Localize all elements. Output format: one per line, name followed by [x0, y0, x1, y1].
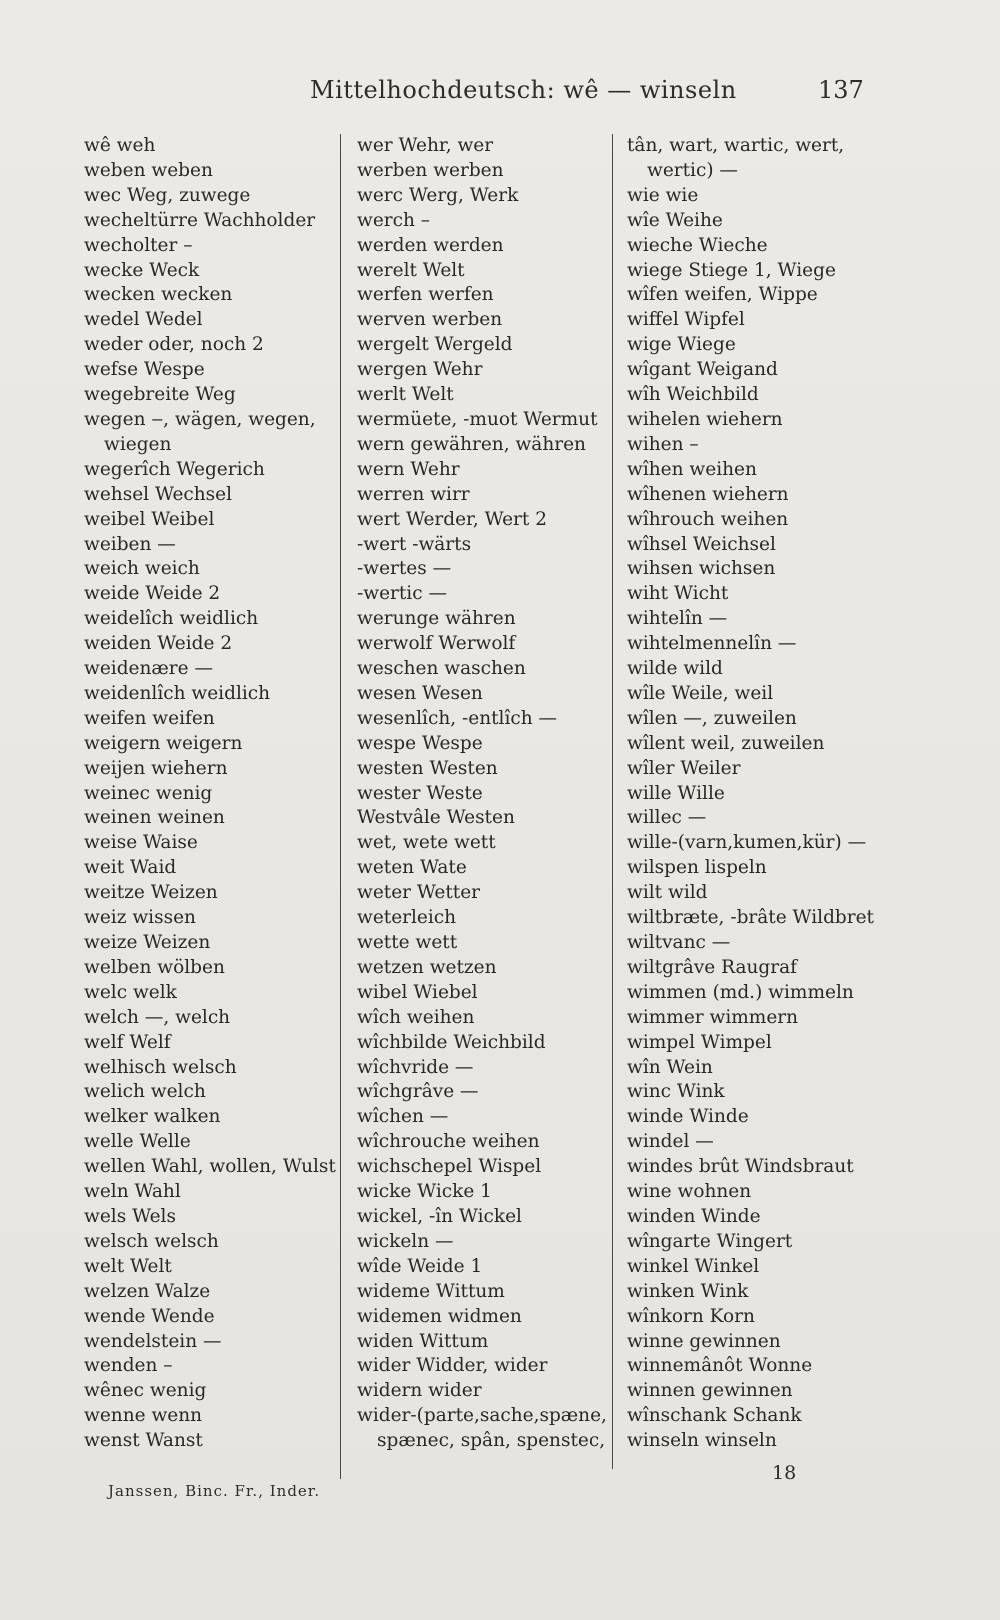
dictionary-entry: weide Weide 2	[84, 583, 221, 605]
dictionary-entry: winken Wink	[627, 1280, 749, 1302]
dictionary-entry: werden werden	[357, 234, 504, 256]
dictionary-entry: welf Welf	[84, 1031, 171, 1053]
dictionary-entry: weinec wenig	[84, 782, 213, 804]
entry-column-1	[84, 134, 334, 1454]
dictionary-entry: weiz wissen	[84, 907, 196, 929]
dictionary-entry: weiben —	[84, 533, 176, 555]
dictionary-entry: weidenære —	[84, 658, 213, 680]
dictionary-entry: wihelen wiehern	[627, 408, 783, 430]
dictionary-entry: winc Wink	[627, 1081, 725, 1103]
dictionary-entry: wec Weg, zuwege	[84, 184, 251, 206]
dictionary-entry: werwolf Werwolf	[357, 633, 516, 655]
dictionary-entry: wîhsel Weichsel	[627, 533, 776, 555]
dictionary-entry: welzen Walze	[84, 1280, 211, 1302]
dictionary-entry: wellen Wahl, wollen, Wulst	[84, 1156, 336, 1178]
page-header	[0, 76, 1000, 110]
dictionary-entry: welc welk	[84, 981, 177, 1003]
dictionary-entry: welker walken	[84, 1106, 221, 1128]
dictionary-entry: wider-(parte,sache,spæne,	[357, 1405, 607, 1427]
dictionary-entry: wiege Stiege 1, Wiege	[627, 259, 836, 281]
dictionary-entry: wenst Wanst	[84, 1430, 203, 1452]
dictionary-entry: wickel, -în Wickel	[357, 1205, 522, 1227]
column-divider-2	[612, 134, 613, 1469]
dictionary-entry: wern gewähren, währen	[357, 433, 586, 455]
dictionary-entry: -wertes —	[357, 558, 452, 580]
dictionary-entry: weder oder, noch 2	[84, 334, 264, 356]
dictionary-entry: wîhen weihen	[627, 458, 757, 480]
dictionary-entry: wibel Wiebel	[357, 981, 478, 1003]
dictionary-entry: windel —	[627, 1131, 714, 1153]
dictionary-entry: wîle Weile, weil	[627, 682, 774, 704]
dictionary-entry: wîlen —, zuweilen	[627, 707, 797, 729]
dictionary-entry: wige Wiege	[627, 334, 736, 356]
dictionary-entry: weinen weinen	[84, 807, 225, 829]
dictionary-entry: welich welch	[84, 1081, 206, 1103]
running-title: Mittelhochdeutsch: wê — winseln	[310, 76, 737, 104]
dictionary-entry: wer Wehr, wer	[357, 135, 494, 156]
dictionary-entry: -wertic —	[357, 583, 447, 605]
dictionary-entry: wînkorn Korn	[627, 1305, 755, 1327]
dictionary-entry: weiden Weide 2	[84, 633, 233, 655]
dictionary-entry: wickeln —	[357, 1230, 454, 1252]
dictionary-entry: wihen –	[627, 433, 699, 455]
dictionary-entry: winseln winseln	[627, 1430, 777, 1452]
dictionary-entry: weise Waise	[84, 832, 198, 854]
dictionary-entry: wecheltürre Wachholder	[84, 209, 316, 231]
dictionary-entry: wesenlîch, -entlîch —	[357, 707, 558, 729]
dictionary-entry: wihsen wichsen	[627, 558, 776, 580]
dictionary-entry: tân, wart, wartic, wert,	[627, 135, 845, 156]
dictionary-entry: wîde Weide 1	[357, 1255, 483, 1277]
column-divider-1	[340, 134, 341, 1479]
dictionary-entry: wefse Wespe	[84, 359, 205, 381]
dictionary-entry: weigern weigern	[84, 732, 243, 754]
entry-column-3	[627, 134, 874, 1454]
dictionary-entry: westen Westen	[357, 757, 498, 779]
dictionary-entry: weibel Weibel	[84, 508, 215, 530]
dictionary-entry: weschen waschen	[357, 658, 526, 680]
dictionary-entry: wênec wenig	[84, 1380, 207, 1402]
dictionary-entry: wihtelmennelîn —	[627, 633, 797, 655]
dictionary-entry: wider Widder, wider	[357, 1355, 548, 1377]
dictionary-entry: wiht Wicht	[627, 583, 729, 605]
dictionary-entry: weich weich	[84, 558, 200, 580]
dictionary-entry: wiffel Wipfel	[627, 309, 745, 331]
dictionary-entry: wie wie	[627, 184, 699, 206]
dictionary-entry: weterleich	[357, 907, 457, 929]
dictionary-entry: wedel Wedel	[84, 309, 203, 331]
dictionary-entry: wicke Wicke 1	[357, 1181, 492, 1203]
dictionary-entry: widen Wittum	[357, 1330, 489, 1352]
dictionary-entry: wîfen weifen, Wippe	[627, 284, 818, 306]
dictionary-entry: wîchen —	[357, 1106, 449, 1128]
dictionary-entry: weter Wetter	[357, 882, 481, 904]
dictionary-entry: weten Wate	[357, 857, 467, 879]
dictionary-entry: wimpel Wimpel	[627, 1031, 772, 1053]
dictionary-entry: wiltgrâve Raugraf	[627, 956, 797, 978]
dictionary-entry: wîhenen wiehern	[627, 483, 789, 505]
dictionary-entry: wîngarte Wingert	[627, 1230, 793, 1252]
dictionary-entry: wîchgrâve —	[357, 1081, 479, 1103]
dictionary-entry: wegen ‒, wägen, wegen,	[84, 408, 316, 430]
dictionary-entry: wîchbilde Weichbild	[357, 1031, 546, 1053]
dictionary-entry: werc Werg, Werk	[357, 184, 519, 206]
dictionary-entry: wesen Wesen	[357, 682, 483, 704]
dictionary-entry: werben werben	[357, 159, 504, 181]
dictionary-entry: wilde wild	[627, 658, 723, 680]
dictionary-entry: wine wohnen	[627, 1181, 752, 1203]
dictionary-entry: wermüete, -muot Wermut	[357, 408, 598, 430]
dictionary-entry: wert Werder, Wert 2	[357, 508, 547, 530]
dictionary-entry: wê weh	[84, 135, 156, 156]
dictionary-entry: wenne wenn	[84, 1405, 203, 1427]
dictionary-entry: werlt Welt	[357, 384, 454, 406]
dictionary-entry: wideme Wittum	[357, 1280, 505, 1302]
dictionary-entry: weize Weizen	[84, 932, 211, 953]
dictionary-entry: spænec, spân, spenstec,	[377, 1430, 606, 1452]
dictionary-entry: windes brût Windsbraut	[627, 1156, 854, 1178]
dictionary-entry: wîler Weiler	[627, 757, 741, 779]
dictionary-entry: wergen Wehr	[357, 359, 483, 381]
dictionary-entry: wîe Weihe	[627, 209, 723, 231]
dictionary-entry: weidelîch weidlich	[84, 608, 259, 630]
dictionary-entry: wende Wende	[84, 1305, 215, 1327]
dictionary-entry: wilt wild	[627, 882, 708, 904]
entry-column-2	[357, 134, 619, 1454]
dictionary-entry: wet, wete wett	[357, 832, 496, 854]
dictionary-entry: wîn Wein	[627, 1056, 713, 1078]
dictionary-entry: -wert -wärts	[357, 533, 472, 555]
dictionary-entry: welsch welsch	[84, 1230, 219, 1252]
page-number: 137	[818, 76, 864, 104]
dictionary-entry: wîhrouch weihen	[627, 508, 789, 530]
dictionary-entry: wecken wecken	[84, 284, 233, 306]
dictionary-entry: werunge währen	[357, 608, 516, 630]
dictionary-entry: winde Winde	[627, 1106, 749, 1128]
dictionary-entry: wîh Weichbild	[627, 384, 759, 406]
printer-imprint: Janssen, Binc. Fr., Inder.	[108, 1482, 321, 1500]
dictionary-entry: weidenlîch weidlich	[84, 682, 271, 704]
dictionary-entry: wichschepel Wispel	[357, 1156, 542, 1178]
dictionary-entry: welt Welt	[84, 1255, 172, 1277]
dictionary-entry: werfen werfen	[357, 284, 494, 306]
dictionary-entry: wetzen wetzen	[357, 956, 497, 978]
dictionary-entry: wimmer wimmern	[627, 1006, 799, 1028]
dictionary-entry: wegebreite Weg	[84, 384, 236, 406]
dictionary-entry: wîgant Weigand	[627, 359, 778, 381]
dictionary-entry: wester Weste	[357, 782, 483, 804]
dictionary-entry: willec —	[627, 807, 707, 829]
dictionary-entry: wespe Wespe	[357, 732, 483, 754]
dictionary-entry: welhisch welsch	[84, 1056, 237, 1078]
dictionary-entry: wels Wels	[84, 1205, 176, 1227]
dictionary-entry: wihtelîn —	[627, 608, 728, 630]
dictionary-entry: wîchrouche weihen	[357, 1131, 540, 1153]
dictionary-entry: werch –	[357, 209, 431, 231]
dictionary-entry: wiegen	[104, 433, 172, 455]
dictionary-entry: widemen widmen	[357, 1305, 522, 1327]
dictionary-entry: wîch weihen	[357, 1006, 475, 1028]
dictionary-entry: winden Winde	[627, 1205, 761, 1227]
dictionary-entry: werren wirr	[357, 483, 470, 505]
dictionary-entry: weben weben	[84, 159, 213, 181]
dictionary-entry: wecke Weck	[84, 259, 200, 281]
dictionary-entry: wille Wille	[627, 782, 725, 804]
dictionary-entry: wimmen (md.) wimmeln	[627, 981, 854, 1003]
dictionary-entry: winne gewinnen	[627, 1330, 781, 1352]
dictionary-entry: wern Wehr	[357, 458, 460, 480]
dictionary-entry: wieche Wieche	[627, 234, 768, 256]
dictionary-entry: widern wider	[357, 1380, 482, 1402]
dictionary-entry: winkel Winkel	[627, 1255, 760, 1277]
dictionary-entry: weln Wahl	[84, 1181, 181, 1203]
dictionary-entry: weifen weifen	[84, 707, 215, 729]
dictionary-entry: wegerîch Wegerich	[84, 458, 265, 480]
dictionary-entry: wendelstein —	[84, 1330, 222, 1352]
dictionary-entry: werven werben	[357, 309, 503, 331]
dictionary-entry: wiltbræte, -brâte Wildbret	[627, 907, 874, 929]
dictionary-entry: wîchvride —	[357, 1056, 474, 1078]
dictionary-entry: wergelt Wergeld	[357, 334, 513, 356]
dictionary-entry: welle Welle	[84, 1131, 191, 1153]
dictionary-entry: wenden –	[84, 1355, 173, 1377]
dictionary-entry: winnen gewinnen	[627, 1380, 793, 1402]
dictionary-entry: wille-(varn,kumen,kür) —	[627, 832, 867, 854]
signature-mark: 18	[772, 1462, 797, 1484]
dictionary-entry: wilspen lispeln	[627, 857, 767, 879]
dictionary-entry: wecholter –	[84, 234, 193, 256]
dictionary-entry: wîlent weil, zuweilen	[627, 732, 825, 754]
dictionary-entry: welben wölben	[84, 956, 225, 978]
dictionary-entry: wehsel Wechsel	[84, 483, 233, 505]
dictionary-entry: weijen wiehern	[84, 757, 228, 779]
dictionary-entry: wiltvanc —	[627, 932, 731, 953]
dictionary-entry: wertic) —	[647, 159, 738, 181]
dictionary-entry: wette wett	[357, 932, 458, 953]
dictionary-entry: weit Waid	[84, 857, 177, 879]
dictionary-entry: Westvâle Westen	[357, 807, 515, 829]
dictionary-entry: weitze Weizen	[84, 882, 218, 904]
dictionary-entry: winnemânôt Wonne	[627, 1355, 813, 1377]
dictionary-entry: wînschank Schank	[627, 1405, 802, 1427]
dictionary-entry: welch —, welch	[84, 1006, 231, 1028]
dictionary-entry: werelt Welt	[357, 259, 465, 281]
